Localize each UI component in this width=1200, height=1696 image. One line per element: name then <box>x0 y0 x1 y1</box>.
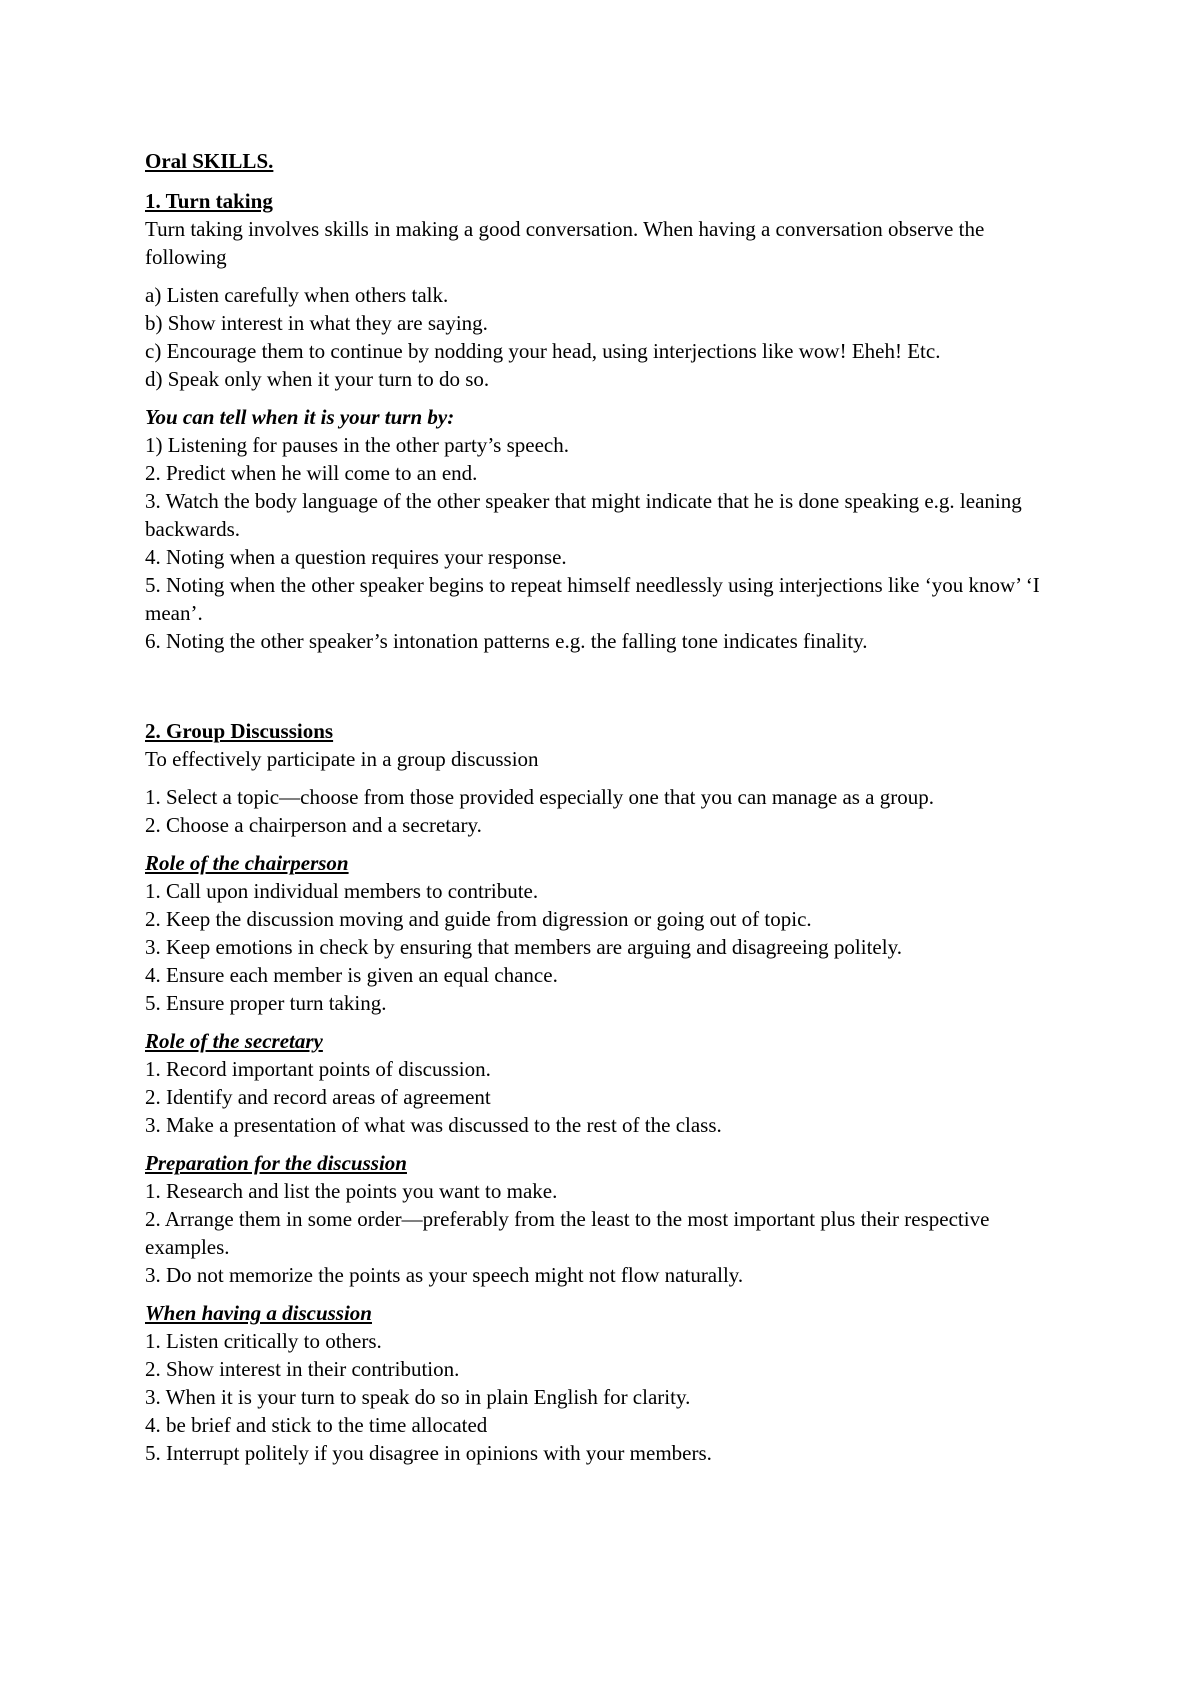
list-item: 2. Identify and record areas of agreement <box>145 1085 491 1109</box>
section-heading-turn-taking: 1. Turn taking <box>145 189 273 213</box>
list-item: 6. Noting the other speaker’s intonation patterns e.g. the falling tone indicates finality. <box>145 629 868 653</box>
list-item: 3. When it is your turn to speak do so in plain English for clarity. <box>145 1385 691 1409</box>
list-item: 1. Listen critically to others. <box>145 1329 382 1353</box>
list-item: 4. Ensure each member is given an equal chance. <box>145 963 558 987</box>
list-item: 2. Keep the discussion moving and guide from digression or going out of topic. <box>145 907 812 931</box>
list-item: 1. Call upon individual members to contribute. <box>145 879 539 903</box>
list-item: 5. Ensure proper turn taking. <box>145 991 387 1015</box>
document-body <box>145 147 1065 1477</box>
list-item: 3. Do not memorize the points as your speech might not flow naturally. <box>145 1263 744 1287</box>
list-item: 3. Keep emotions in check by ensuring that members are arguing and disagreeing politely. <box>145 935 902 959</box>
document-title: Oral SKILLS. <box>145 149 274 173</box>
subheading-role-secretary: Role of the secretary <box>145 1029 323 1053</box>
section-spacer <box>145 665 1065 717</box>
list-item: 3. Watch the body language of the other speaker that might indicate that he is done speaking e.g. leaning backwards. <box>145 489 1022 541</box>
section-intro-turn-taking: Turn taking involves skills in making a good conversation. When having a conversation observe the following <box>145 217 985 269</box>
list-item: 4. be brief and stick to the time allocated <box>145 1413 488 1437</box>
list-item: 1. Select a topic—choose from those provided especially one that you can manage as a group. <box>145 785 934 809</box>
your-turn-list <box>145 431 1065 655</box>
secretary-role-list <box>145 1055 1065 1139</box>
list-item: 1) Listening for pauses in the other party’s speech. <box>145 433 569 457</box>
section-heading-group-discussions: 2. Group Discussions <box>145 719 334 743</box>
subheading-role-chairperson: Role of the chairperson <box>145 851 349 875</box>
list-item: c) Encourage them to continue by nodding your head, using interjections like wow! Eheh! Etc. <box>145 339 941 363</box>
subheading-preparation: Preparation for the discussion <box>145 1151 407 1175</box>
list-item: 2. Arrange them in some order—preferably from the least to the most important plus their respective examples. <box>145 1207 990 1259</box>
list-item: 2. Predict when he will come to an end. <box>145 461 478 485</box>
list-item: d) Speak only when it your turn to do so. <box>145 367 490 391</box>
subheading-your-turn: You can tell when it is your turn by: <box>145 405 455 429</box>
list-item: 2. Show interest in their contribution. <box>145 1357 460 1381</box>
subheading-having-discussion: When having a discussion <box>145 1301 372 1325</box>
list-item: 3. Make a presentation of what was discussed to the rest of the class. <box>145 1113 722 1137</box>
list-item: a) Listen carefully when others talk. <box>145 283 449 307</box>
list-item: 1. Record important points of discussion. <box>145 1057 491 1081</box>
preparation-list <box>145 1177 1065 1289</box>
having-discussion-list <box>145 1327 1065 1467</box>
list-item: b) Show interest in what they are saying. <box>145 311 488 335</box>
group-discussion-steps-list <box>145 783 1065 839</box>
list-item: 5. Interrupt politely if you disagree in opinions with your members. <box>145 1441 712 1465</box>
list-item: 2. Choose a chairperson and a secretary. <box>145 813 482 837</box>
list-item: 1. Research and list the points you want to make. <box>145 1179 558 1203</box>
turn-taking-list <box>145 281 1065 393</box>
list-item: 5. Noting when the other speaker begins to repeat himself needlessly using interjections like ‘you know’ ‘I mean’. <box>145 573 1040 625</box>
section-intro-group-discussions: To effectively participate in a group discussion <box>145 747 539 771</box>
list-item: 4. Noting when a question requires your response. <box>145 545 567 569</box>
chairperson-role-list <box>145 877 1065 1017</box>
